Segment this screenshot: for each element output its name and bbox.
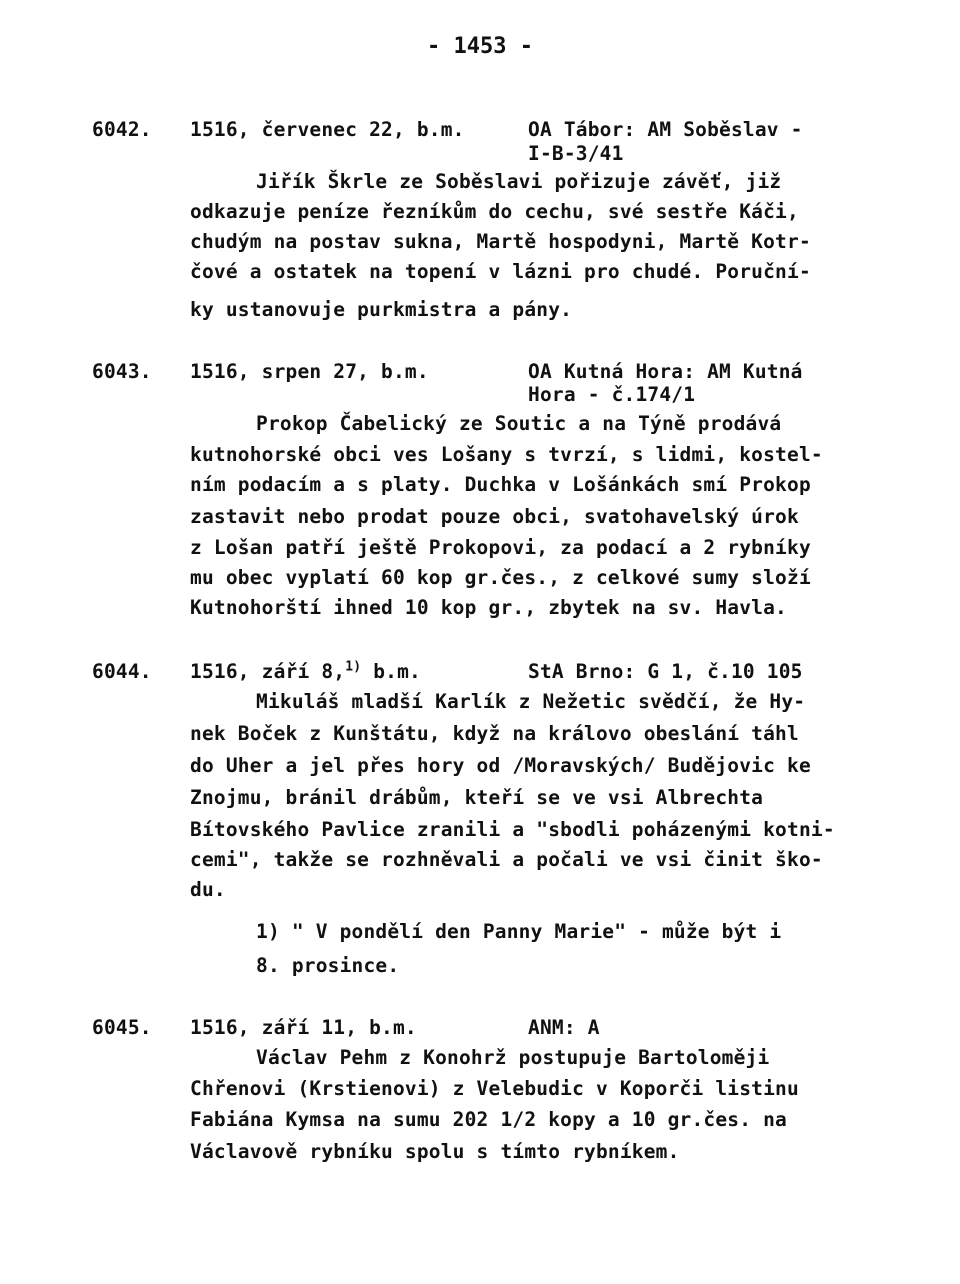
entry-text-line: Znojmu, bránil drábům, kteří se ve vsi Albrechta	[190, 786, 764, 809]
entry-text-line: Kutnohorští ihned 10 kop gr., zbytek na sv. Havla.	[190, 596, 787, 619]
entry-source-cont: Hora - č.174/1	[528, 383, 696, 406]
entry-number: 6044.	[92, 660, 152, 683]
entry-text-line: ky ustanovuje purkmistra a pány.	[190, 298, 573, 321]
entry-text-line: kutnohorské obci ves Lošany s tvrzí, s lidmi, kostel-	[190, 443, 823, 466]
entry-text-line: chudým na postav sukna, Martě hospodyni, Martě Kotr-	[190, 230, 811, 253]
entry-number: 6045.	[92, 1016, 152, 1039]
entry-text-line: z Lošan patří ještě Prokopovi, za podací a 2 rybníky	[190, 536, 811, 559]
entry-text-line: odkazuje peníze řezníkům do cechu, své sestře Káči,	[190, 200, 799, 223]
entry-text-line: Jiřík Škrle ze Soběslavi pořizuje závěť, již	[256, 170, 782, 193]
entry-date: 1516, září 11, b.m.	[190, 1016, 417, 1039]
entry-text-line: Chřenovi (Krstienovi) z Velebudic v Koporči listinu	[190, 1077, 799, 1100]
entry-source-cont: I-B-3/41	[528, 142, 624, 165]
entry-text-line: nek Boček z Kunštátu, když na královo obeslání táhl	[190, 722, 799, 745]
entry-source: ANM: A	[528, 1016, 600, 1039]
entry-text-line: ním podacím a s platy. Duchka v Lošánkách smí Prokop	[190, 473, 811, 496]
entry-text-line: zastavit nebo prodat pouze obci, svatohavelský úrok	[190, 505, 799, 528]
entry-source: OA Tábor: AM Soběslav -	[528, 118, 803, 141]
entry-text-line: Prokop Čabelický ze Soutic a na Týně prodává	[256, 412, 782, 435]
entry-text-line: Václav Pehm z Konohrž postupuje Bartoloměji	[256, 1046, 770, 1069]
entry-date-tail: b.m.	[361, 660, 421, 683]
entry-text-line: čové a ostatek na topení v lázni pro chudé. Poruční-	[190, 260, 811, 283]
footnote-line: 1) " V pondělí den Panny Marie" - může být i	[256, 920, 782, 943]
entry-text-line: do Uher a jel přes hory od /Moravských/ Budějovic ke	[190, 754, 811, 777]
entry-text-line: Fabiána Kymsa na sumu 202 1/2 kopy a 10 gr.čes. na	[190, 1108, 787, 1131]
entry-text-line: Bítovského Pavlice zranili a "sbodli poházenými kotni-	[190, 818, 835, 841]
entry-date: 1516, srpen 27, b.m.	[190, 360, 429, 383]
entry-date: 1516, červenec 22, b.m.	[190, 118, 465, 141]
entry-number: 6042.	[92, 118, 152, 141]
entry-text-line: Mikuláš mladší Karlík z Nežetic svědčí, že Hy-	[256, 690, 806, 713]
entry-text-line: cemi", takže se rozhněvali a počali ve vsi činit ško-	[190, 848, 823, 871]
entry-source: StA Brno: G 1, č.10 105	[528, 660, 803, 683]
entry-number: 6043.	[92, 360, 152, 383]
footnote-line: 8. prosince.	[256, 954, 400, 977]
entry-date-main: 1516, září 8,	[190, 660, 346, 683]
footnote-marker: 1)	[345, 659, 362, 675]
page-number: - 1453 -	[427, 34, 533, 59]
entry-source: OA Kutná Hora: AM Kutná	[528, 360, 803, 383]
entry-text-line: du.	[190, 878, 226, 901]
entry-text-line: mu obec vyplatí 60 kop gr.čes., z celkové sumy složí	[190, 566, 811, 589]
entry-date	[190, 660, 421, 684]
entry-text-line: Václavově rybníku spolu s tímto rybníkem.	[190, 1140, 680, 1163]
